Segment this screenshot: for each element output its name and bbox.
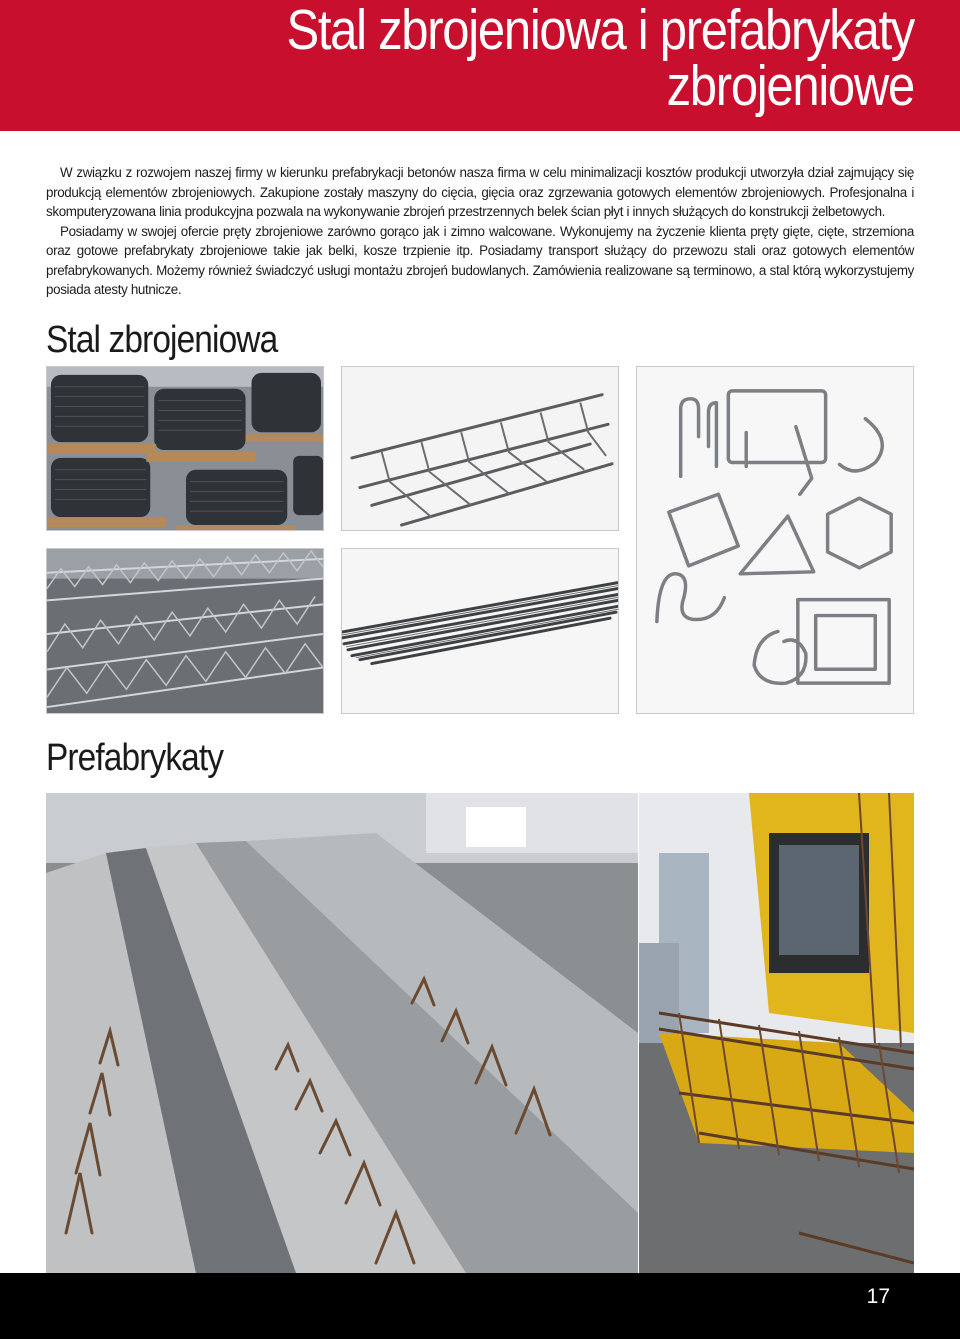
page-title-line-1: Stal zbrojeniowa i prefabrykaty: [286, 0, 914, 62]
page-number: 17: [866, 1285, 890, 1308]
intro-text: [46, 163, 914, 300]
section-heading-stal-zbrojeniowa: Stal zbrojeniowa: [46, 319, 278, 361]
photo-rebar-cage: [341, 366, 619, 531]
photo-wire-coils: [46, 366, 324, 531]
page-footer: [0, 1273, 960, 1339]
page-title: [157, 0, 914, 118]
intro-paragraph-2: Posiadamy w swojej ofercie pręty zbrojeniowe zarówno gorąco jak i zimno walcowane. Wykonujemy na życzenie klienta pręty gięte, cięte, strzemiona oraz gotowe prefabrykaty zbrojeniowe takie jak belki, kosze trzpienie itp. Posiadamy transport służący do przewozu stali oraz gotowych elementów prefabrykowanych. Możemy również świadczyć usługi montażu zbrojeń budowlanych. Zamówienia realizowane są terminowo, a stal którą wykorzystujemy posiada atesty hutnicze.: [46, 223, 914, 297]
intro-paragraph-1: W związku z rozwojem naszej firmy w kierunku prefabrykacji betonów nasza firma w celu minimalizacji kosztów produkcji utworzyła dział zajmujący się produkcją elementów zbrojeniowych. Zakupione zostały maszyny do cięcia, gięcia oraz zgrzewania gotowych elementów zbrojeniowych. Profesjonalna i skomputeryzowana linia produkcyjna pozwala na wykonywanie zbrojeń przestrzennych belek ścian płyt i innych służących do konstrukcji żelbetowych.: [46, 165, 914, 219]
photo-loader-with-cage: [639, 793, 914, 1273]
photo-lattice-girders: [46, 548, 324, 714]
photo-precast-beams: [46, 793, 638, 1273]
page-title-line-2: zbrojeniowe: [666, 54, 914, 118]
photo-bent-bars-stirrups: [636, 366, 914, 714]
section-heading-prefabrykaty: Prefabrykaty: [46, 737, 224, 779]
photo-rebar-bundle: [341, 548, 619, 714]
header-banner: [0, 0, 960, 131]
